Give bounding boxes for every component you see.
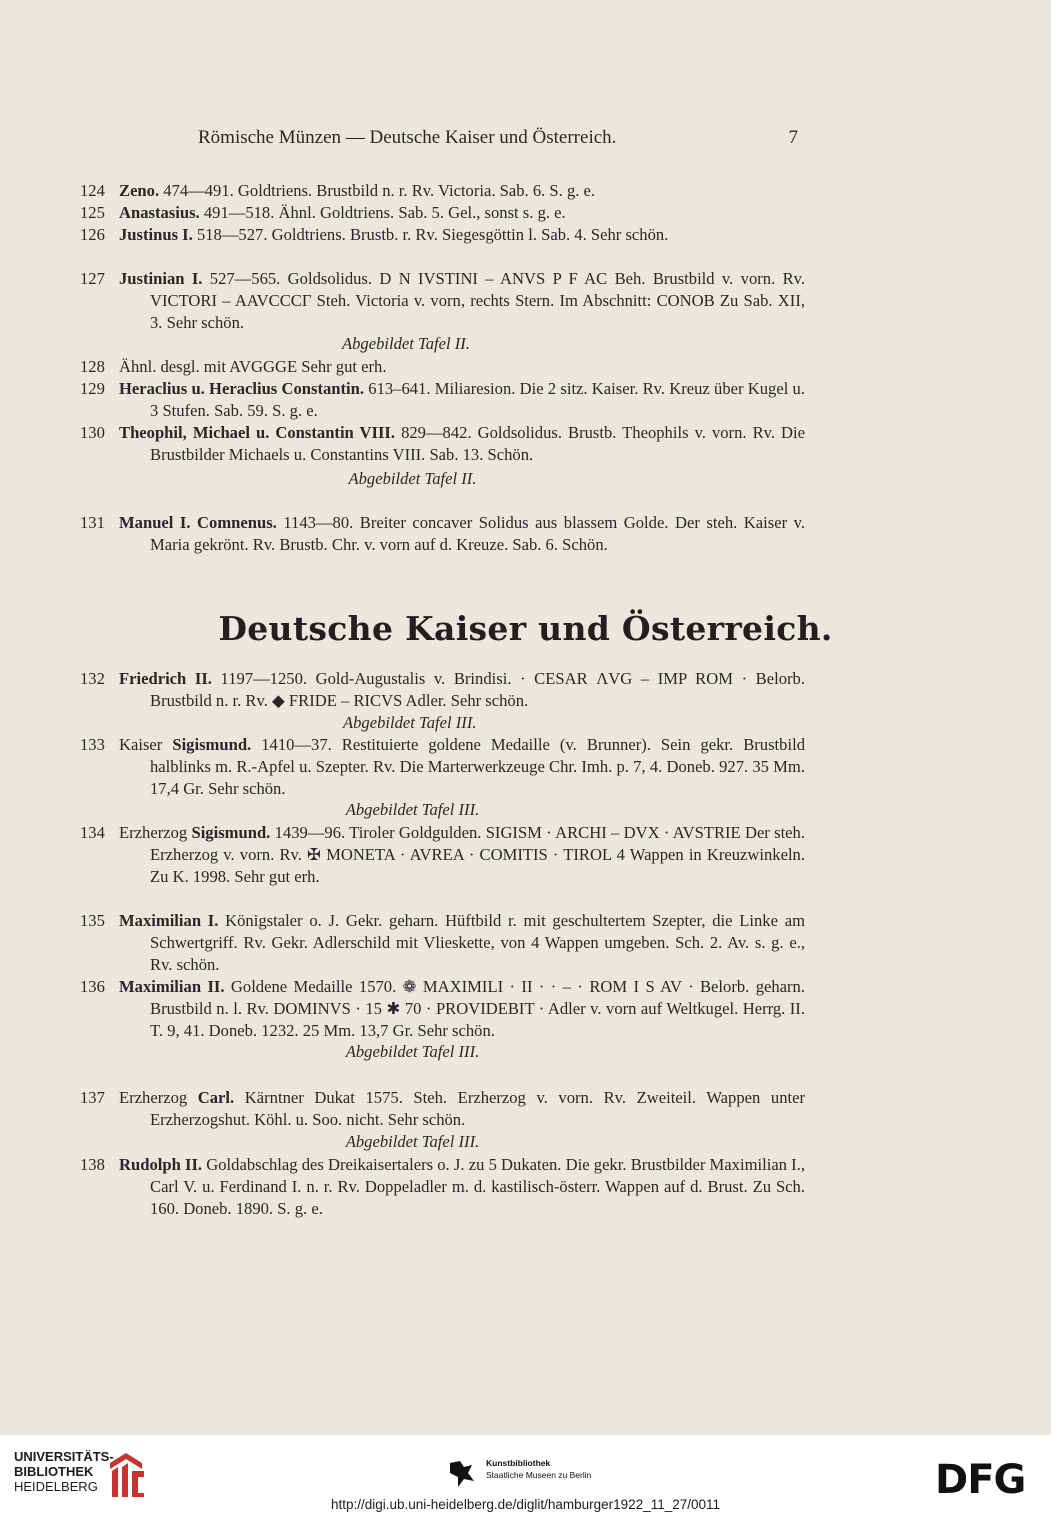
lot-description: 613–641. Miliaresion. Die 2 sitz. Kaiser. Rv. Kreuz über Kugel u. 3 Stufen. Sab. 59. S. g. e. — [150, 379, 805, 420]
figure-reference: Abgebildet Tafel III. — [345, 1042, 480, 1062]
header-title: Römische Münzen — Deutsche Kaiser und Österreich. — [198, 127, 617, 148]
lot-name: Justinus I. — [119, 225, 193, 244]
lot-description: 474—491. Goldtriens. Brustbild n. r. Rv. Victoria. Sab. 6. S. g. e. — [159, 181, 596, 200]
lot-description: 1410—37. Restituierte goldene Medaille (v. Brunner). Sein gekr. Brustbild halblinks m. R.-Apfel u. Szepter. Rv. Die Marterwerkzeuge Chr. Imh. p. 7, 4. Doneb. 927. 35 Mm. 17,4 Gr. Sehr schön. — [150, 735, 805, 798]
uni-line1: UNIVERSITÄTS- — [14, 1449, 114, 1464]
lot-description: Ähnl. desgl. mit AVGGGE Sehr gut erh. — [119, 357, 387, 376]
figure-reference: Abgebildet Tafel II. — [348, 468, 477, 488]
lot-entry — [80, 734, 805, 821]
lot-entry — [80, 822, 805, 887]
lot-description: 1197—1250. Gold-Augustalis v. Brindisi. · CESAR ΛVG – IMP ROM · Belorb. Brustbild n. r. Rv. ◆ FRIDE – RICVS Adler. Sehr schön. — [150, 669, 805, 710]
footer-bar — [0, 1435, 1051, 1517]
lot-name: Maximilian II. — [119, 977, 225, 996]
lot-description: Kärntner Dukat 1575. Steh. Erzherzog v. vorn. Rv. Zweiteil. Wappen unter Erzherzogshut. Köhl. u. Soo. nicht. Sehr schön. — [150, 1088, 805, 1129]
lot-description: 1439—96. Tiroler Goldgulden. SIGISM · ARCHI – DVX · AVSTRIE Der steh. Erzherzog v. vorn. Rv. ✠ MONETA · AVREA · COMITIS · TIROL 4 Wappen in Kreuzwinkeln. Zu K. 1998. Sehr gut erh. — [150, 823, 805, 886]
lot-number: 132 — [80, 669, 105, 688]
lot-description: Königstaler o. J. Gekr. geharn. Hüftbild r. mit geschultertem Szepter, die Linke am Schwertgriff. Rv. Gekr. Adlerschild mit Vlieskette, von 4 Wappen umgeben. Sch. 2. Av. s. g. e., Rv. schön. — [150, 911, 805, 974]
kunstbibliothek-eagle-icon — [448, 1457, 478, 1489]
lot-prefix: Erzherzog — [119, 823, 192, 842]
lot-number: 131 — [80, 513, 105, 532]
lot-entry — [80, 422, 805, 489]
figure-reference: Abgebildet Tafel III. — [345, 800, 480, 820]
lot-number: 135 — [80, 911, 105, 930]
lot-name: Friedrich II. — [119, 669, 212, 688]
lot-name: Carl. — [197, 1088, 235, 1107]
lot-name: Sigismund. — [191, 823, 271, 842]
lot-number: 128 — [80, 357, 105, 376]
lot-prefix: Erzherzog — [119, 1088, 198, 1107]
university-library-logo-icon — [104, 1449, 148, 1501]
lot-name: Maximilian I. — [119, 911, 219, 930]
lot-name: Manuel I. Comnenus. — [119, 513, 277, 532]
lot-description: 1143—80. Breiter concaver Solidus aus blassem Golde. Der steh. Kaiser v. Maria gekrönt. Rv. Brustb. Chr. v. vorn auf d. Kreuze. Sab. 6. Schön. — [150, 513, 805, 554]
lot-number: 127 — [80, 269, 105, 288]
kb-line2: Staatliche Museen zu Berlin — [486, 1470, 592, 1480]
lot-number: 138 — [80, 1155, 105, 1174]
figure-reference: Abgebildet Tafel III. — [343, 713, 477, 732]
lot-name: Zeno. — [119, 181, 160, 200]
lot-entry — [80, 1087, 805, 1152]
lot-number: 124 — [80, 181, 105, 200]
lot-description: Goldabschlag des Dreikaisertalers o. J. zu 5 Dukaten. Die gekr. Brustbilder Maximilian I., Carl V. u. Ferdinand I. n. r. Rv. Doppeladler m. d. kastilisch-österr. Wappen auf d. Brust. Zu Sch. 160. Doneb. 1890. S. g. e. — [150, 1155, 805, 1218]
lot-number: 125 — [80, 203, 105, 222]
lot-entry — [80, 910, 805, 975]
lot-name: Sigismund. — [172, 735, 252, 754]
section-heading: Deutsche Kaiser und Österreich. — [218, 609, 833, 648]
lot-number: 133 — [80, 735, 105, 754]
lot-entry — [80, 512, 805, 556]
lot-description: 491—518. Ähnl. Goldtriens. Sab. 5. Gel., sonst s. g. e. — [199, 203, 566, 222]
university-library-logo-text[interactable] — [14, 1449, 114, 1494]
uni-line3: HEIDELBERG — [14, 1479, 98, 1494]
lot-entry — [80, 268, 805, 353]
lot-description: 829—842. Goldsolidus. Brustb. Theophils v. vorn. Rv. Die Brustbilder Michaels u. Constantins VIII. Sab. 13. Schön. — [150, 423, 805, 464]
lot-description: 518—527. Goldtriens. Brustb. r. Rv. Siegesgöttin l. Sab. 4. Sehr schön. — [192, 225, 669, 244]
lot-description: 527—565. Goldsolidus. D N IVSTINI – ANVS P F AC Beh. Brustbild v. vorn. Rv. VICTORI – AAVCCCΓ Steh. Victoria v. vorn, rechts Stern. Im Abschnitt: CONOB Zu Sab. XII, 3. Sehr schön. — [150, 269, 805, 332]
lot-entry — [80, 224, 805, 246]
lot-name: Theophil, Michael u. Constantin VIII. — [119, 423, 396, 442]
uni-line2: BIBLIOTHEK — [14, 1464, 94, 1479]
lot-entry — [80, 976, 805, 1063]
lot-number: 137 — [80, 1088, 105, 1107]
page-number: 7 — [788, 127, 798, 148]
lot-name: Justinian I. — [119, 269, 203, 288]
lot-name: Heraclius u. Heraclius Constantin. — [119, 379, 365, 398]
lot-entry — [80, 668, 805, 732]
dfg-logo[interactable]: DFG — [935, 1457, 1026, 1503]
lot-number: 136 — [80, 977, 105, 996]
lot-number: 129 — [80, 379, 105, 398]
lot-number: 130 — [80, 423, 105, 442]
lot-entry — [80, 356, 805, 378]
running-header — [150, 127, 800, 153]
lot-prefix: Kaiser — [119, 735, 173, 754]
lot-description: Goldene Medaille 1570. ❁ MAXIMILI · II · · – · ROM I S AV · Belorb. geharn. Brustbild n. l. Rv. DOMINVS · 15 ✱ 70 · PROVIDEBIT · Adler v. vorn auf Weltkugel. Herrg. II. T. 9, 41. Doneb. 1232. 25 Mm. 13,7 Gr. Sehr schön. — [150, 977, 805, 1040]
lot-entry — [80, 378, 805, 422]
figure-reference: Abgebildet Tafel II. — [342, 334, 470, 353]
lot-entry — [80, 1154, 805, 1219]
lot-name: Rudolph II. — [119, 1155, 203, 1174]
lot-name: Anastasius. — [119, 203, 200, 222]
lot-number: 126 — [80, 225, 105, 244]
page-url-link[interactable]: http://digi.ub.uni-heidelberg.de/diglit/hamburger1922_11_27/0011 — [330, 1497, 721, 1512]
lot-entry — [80, 202, 805, 224]
kb-line1: Kunstbibliothek — [486, 1458, 551, 1468]
kunstbibliothek-logo[interactable] — [448, 1457, 668, 1497]
lot-number: 134 — [80, 823, 105, 842]
lot-entry — [80, 180, 805, 202]
figure-reference: Abgebildet Tafel III. — [345, 1131, 480, 1151]
